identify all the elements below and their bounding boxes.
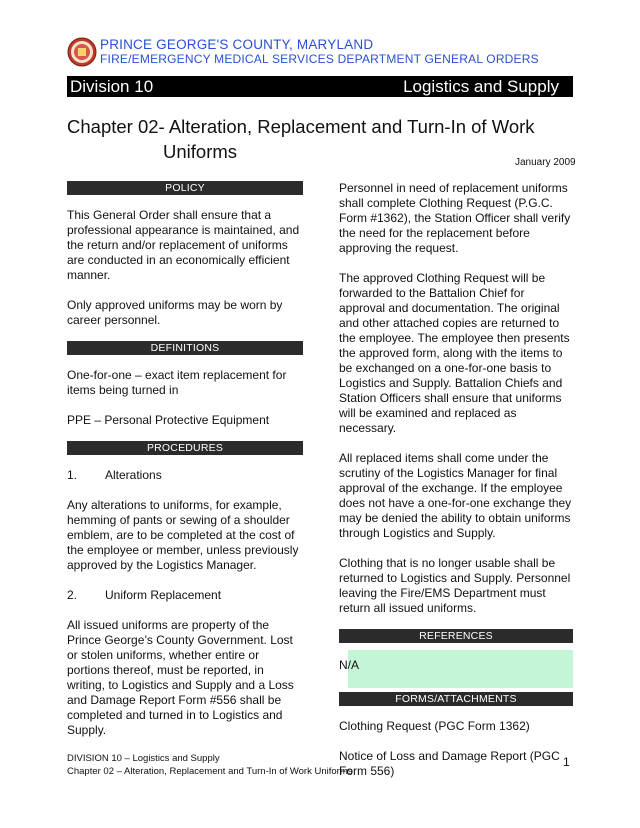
division-topic: Logistics and Supply [403, 76, 559, 96]
division-label: Division 10 [70, 76, 154, 96]
left-column [67, 181, 303, 738]
policy-heading: POLICY [67, 181, 303, 195]
chapter-title-line1: Chapter 02- Alteration, Replacement and Turn-In of Work [67, 116, 535, 137]
procedures-heading: PROCEDURES [67, 441, 303, 455]
chapter-title-line2: Uniforms [163, 141, 238, 162]
section-title: Alterations [105, 468, 162, 482]
footer-division: DIVISION 10 – Logistics and Supply [67, 753, 220, 764]
section-heading-alterations [67, 468, 303, 483]
definition-one-for-one: One-for-one – exact item replacement for items being turned in [67, 368, 287, 397]
replacement-request-paragraph: Personnel in need of replacement uniforms shall complete Clothing Request (P.G.C. Form #1362), the Station Officer shall verify the need for the replacement before approving the request. [339, 181, 571, 255]
department-name: FIRE/EMERGENCY MEDICAL SERVICES DEPARTMENT GENERAL ORDERS [100, 52, 539, 66]
approval-paragraph: The approved Clothing Request will be forwarded to the Battalion Chief for approval and documentation. The original and other attached copies are returned to the employee. The employee then presents the approved form, along with the items to be exchanged on a one-for-one basis to Logistics and Supply. Battalion Chiefs and Station Officers shall ensure that uniforms will be examined and replaced as necessary. [339, 271, 570, 435]
form-clothing-request: Clothing Request (PGC Form 1362) [339, 719, 530, 733]
section-heading-uniform-replacement [67, 588, 303, 603]
definition-ppe: PPE – Personal Protective Equipment [67, 413, 270, 427]
uniform-replacement-paragraph: All issued uniforms are property of the Prince George’s County Government. Lost or stolen uniforms, whether entire or portions thereof, must be reported, in writing, to Logistics and Supply and a Loss and Damage Report Form #556 shall be completed and turned in to Logistics and Supply. [67, 618, 294, 737]
forms-heading: FORMS/ATTACHMENTS [339, 692, 573, 706]
chapter-title [67, 114, 567, 164]
section-number: 2. [67, 588, 78, 602]
references-value [339, 650, 573, 680]
definitions-heading: DEFINITIONS [67, 341, 303, 355]
return-paragraph: Clothing that is no longer usable shall be returned to Logistics and Supply. Personnel leaving the Fire/EMS Department must return all issued uniforms. [339, 556, 571, 615]
county-seal-icon [67, 37, 97, 67]
form-loss-damage-report: Notice of Loss and Damage Report (PGC Form 556) [339, 749, 560, 778]
highlight [348, 650, 573, 688]
section-title: Uniform Replacement [105, 588, 222, 602]
references-text: N/A [339, 658, 360, 672]
policy-paragraph: This General Order shall ensure that a professional appearance is maintained, and the return and/or replacement of uniforms are conducted in an economically efficient manner. [67, 208, 300, 282]
scrutiny-paragraph: All replaced items shall come under the scrutiny of the Logistics Manager for final approval of the exchange. If the employee does not have a one-for-one exchange they may be denied the ability to obtain uniforms through Logistics and Supply. [339, 451, 572, 540]
section-number: 1. [67, 468, 78, 482]
references-heading: REFERENCES [339, 629, 573, 643]
policy-paragraph-2: Only approved uniforms may be worn by career personnel. [67, 298, 283, 327]
alterations-paragraph: Any alterations to uniforms, for example, hemming of pants or sewing of a shoulder emblem, are to be completed at the cost of the employee or member, unless previously approved by the Logistics Manager. [67, 498, 299, 572]
right-column [339, 181, 573, 779]
county-name: PRINCE GEORGE'S COUNTY, MARYLAND [100, 37, 374, 52]
issue-date: January 2009 [515, 157, 576, 168]
footer-chapter: Chapter 02 – Alteration, Replacement and Turn-In of Work Uniforms [67, 766, 353, 777]
page-number: 1 [563, 755, 570, 769]
division-bar [67, 76, 573, 97]
